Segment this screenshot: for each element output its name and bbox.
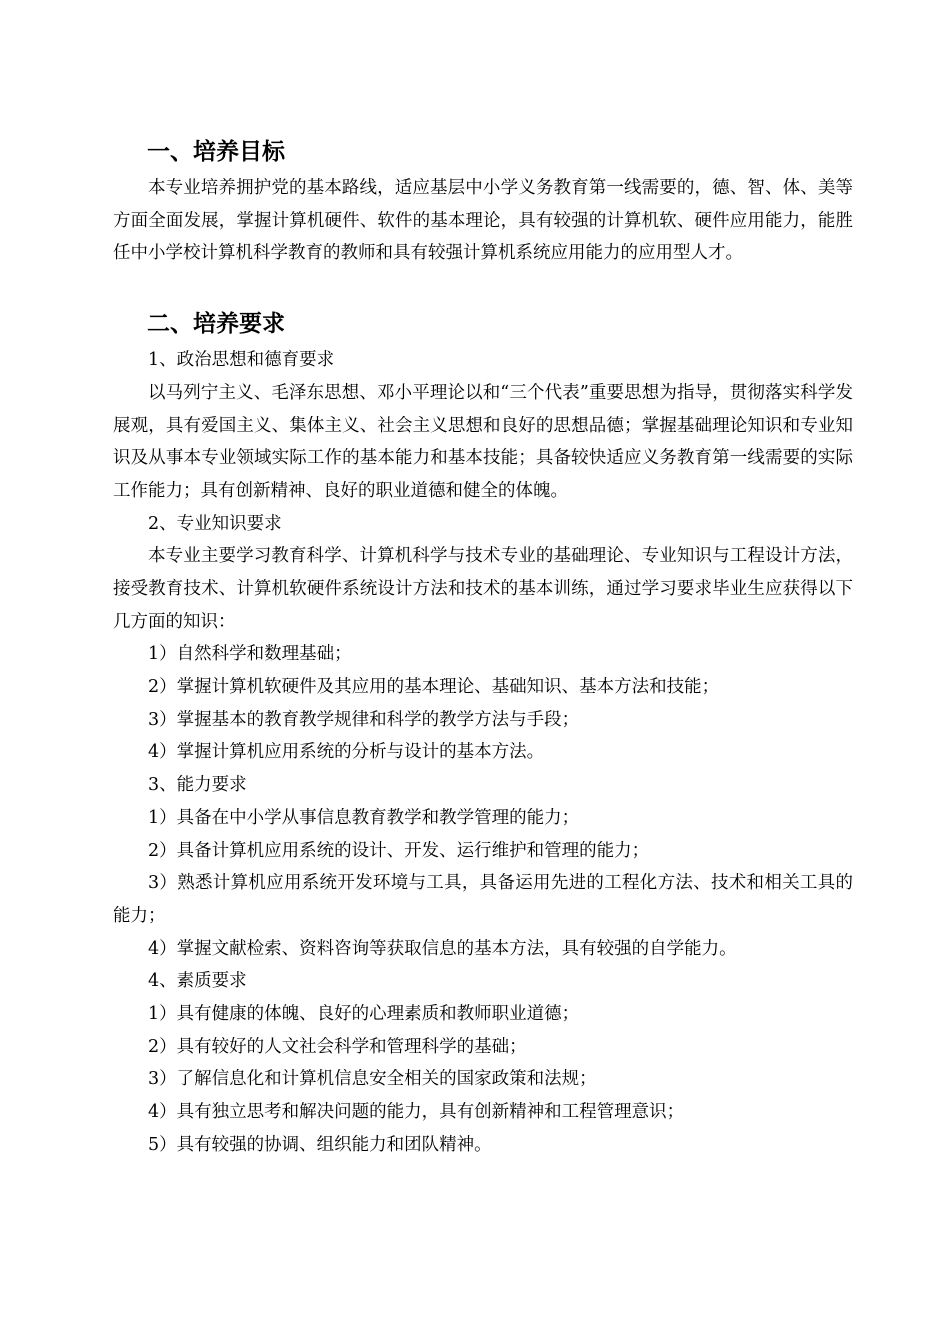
list-item: 2）具备计算机应用系统的设计、开发、运行维护和管理的能力； xyxy=(148,840,650,861)
list-item: 2）掌握计算机软硬件及其应用的基本理论、基础知识、基本方法和技能； xyxy=(148,677,720,698)
list-item: 4）掌握计算机应用系统的分析与设计的基本方法。 xyxy=(148,742,545,763)
document-content xyxy=(113,132,853,1161)
list-item: 5）具有较强的协调、组织能力和团队精神。 xyxy=(148,1134,492,1155)
training-goal-paragraph: 本专业培养拥护党的基本路线，适应基层中小学义务教育第一线需要的，德、智、体、美等方面全面发展，掌握计算机硬件、软件的基本理论，具有较强的计算机软、硬件应用能力，能胜任中小学校计算机科学教育的教师和具有较强计算机系统应用能力的应用型人才。 xyxy=(113,178,853,264)
list-item: 3）熟悉计算机应用系统开发环境与工具，具备运用先进的工程化方法、技术和相关工具的能力； xyxy=(113,873,853,926)
subsection-title-knowledge: 2、专业知识要求 xyxy=(148,513,282,534)
list-item: 1）自然科学和数理基础； xyxy=(148,644,352,665)
list-item: 3）掌握基本的教育教学规律和科学的教学方法与手段； xyxy=(148,709,580,730)
subsection-title-quality: 4、素质要求 xyxy=(148,971,247,992)
political-paragraph: 以马列宁主义、毛泽东思想、邓小平理论以和“三个代表”重要思想为指导，贯彻落实科学发展观，具有爱国主义、集体主义、社会主义思想和良好的思想品德；掌握基础理论知识和专业知识及从事本专业领域实际工作的基本能力和基本技能；具备较快适应义务教育第一线需要的实际工作能力；具有创新精神、良好的职业道德和健全的体魄。 xyxy=(113,382,853,501)
subsection-title-political: 1、政治思想和德育要求 xyxy=(148,350,335,371)
section-heading-training-goal: 一、培养目标 xyxy=(147,139,285,165)
list-item: 3）了解信息化和计算机信息安全相关的国家政策和法规； xyxy=(148,1069,597,1090)
knowledge-paragraph: 本专业主要学习教育科学、计算机科学与技术专业的基础理论、专业知识与工程设计方法，接受教育技术、计算机软硬件系统设计方法和技术的基本训练，通过学习要求毕业生应获得以下几方面的知识： xyxy=(113,546,853,632)
list-item: 1）具有健康的体魄、良好的心理素质和教师职业道德； xyxy=(148,1004,580,1024)
list-item: 4）掌握文献检索、资料咨询等获取信息的基本方法，具有较强的自学能力。 xyxy=(148,938,737,959)
section-heading-training-requirements: 二、培养要求 xyxy=(147,311,285,338)
list-item: 2）具有较好的人文社会科学和管理科学的基础； xyxy=(148,1036,527,1057)
list-item: 4）具有独立思考和解决问题的能力，具有创新精神和工程管理意识； xyxy=(148,1102,685,1123)
list-item: 1）具备在中小学从事信息教育教学和教学管理的能力； xyxy=(148,807,580,828)
subsection-title-ability: 3、能力要求 xyxy=(148,775,247,796)
